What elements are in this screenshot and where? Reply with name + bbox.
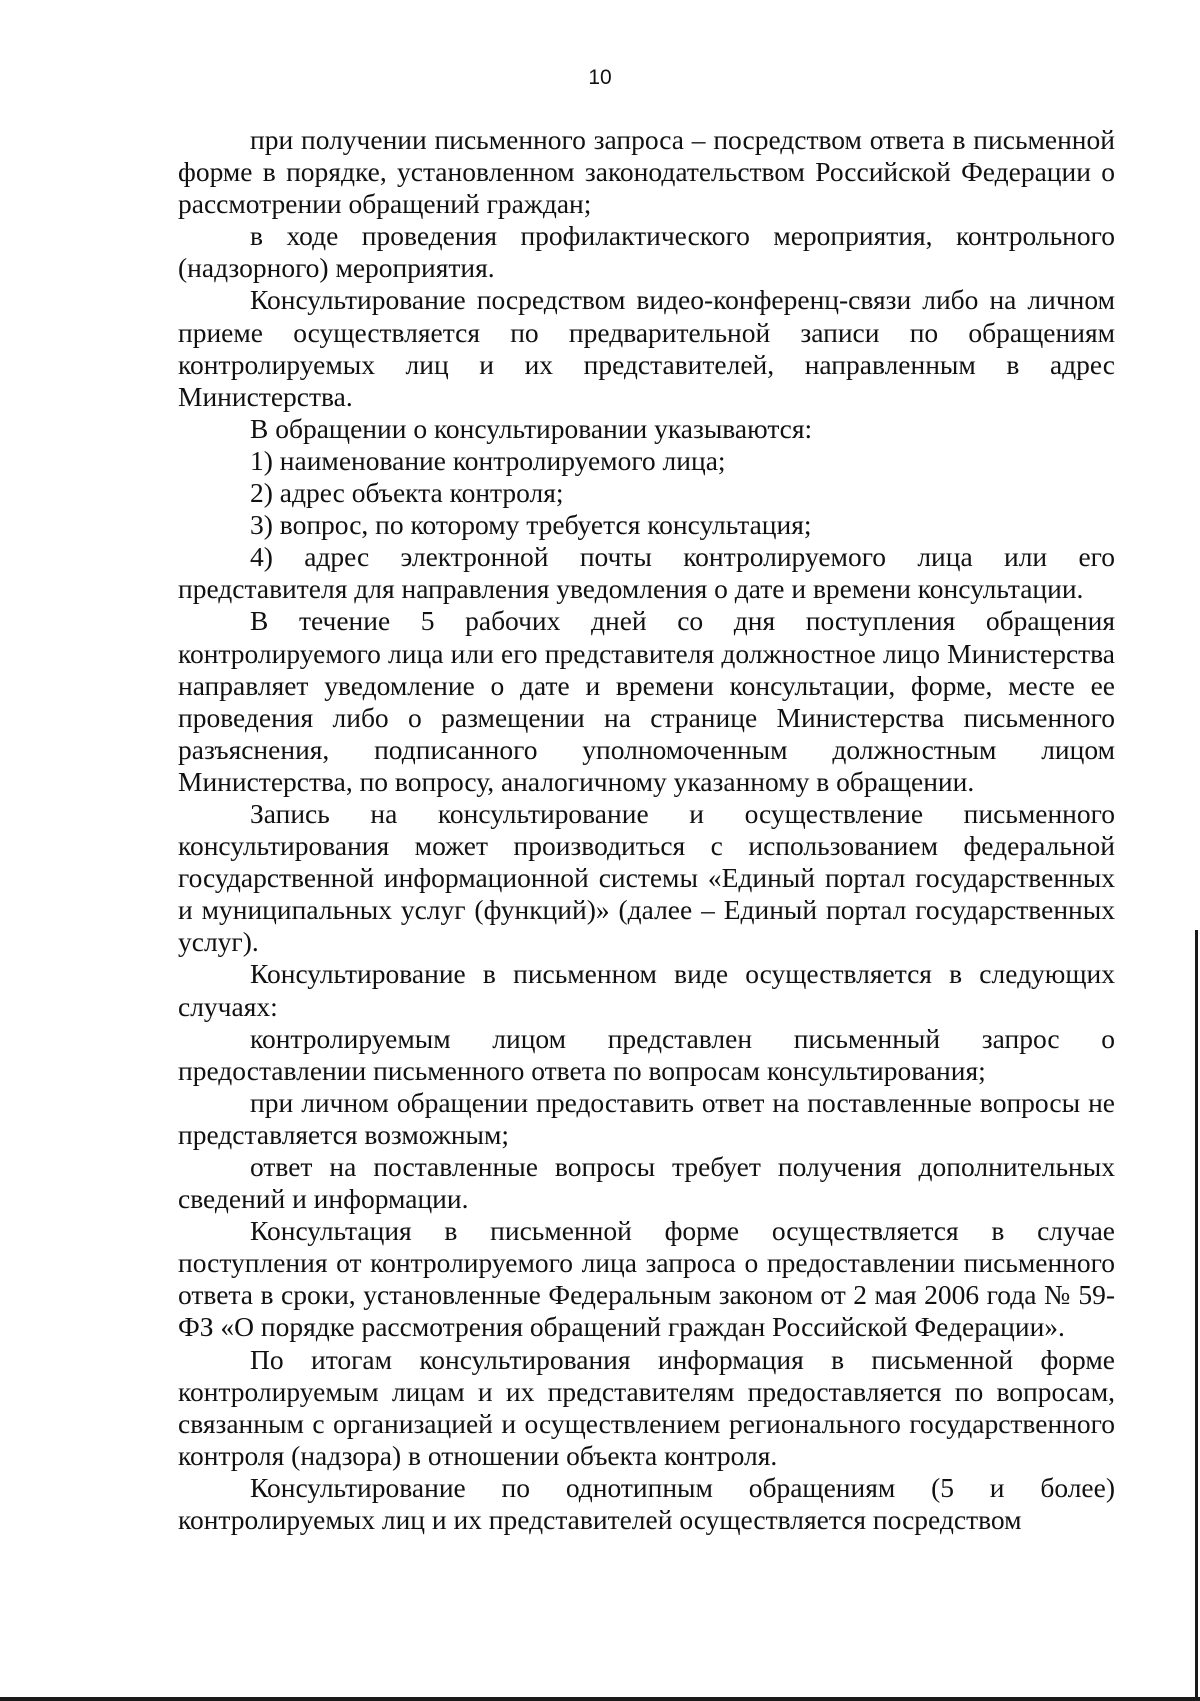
case-additional-info: ответ на поставленные вопросы требует получения дополнительных сведений и информации. <box>178 1151 1115 1215</box>
paragraph-results: По итогам консультирования информация в письменной форме контролируемым лицам и их представителям предоставляется по вопросам, связанным с организацией и осуществлением регионального государственного контроля (надзора) в отношении объекта контроля. <box>178 1343 1115 1471</box>
scan-edge-bottom <box>0 1697 1200 1701</box>
scan-edge-right <box>1195 930 1198 1701</box>
page-number: 10 <box>588 66 612 89</box>
paragraph-video-conference: Консультирование посредством видео-конференц-связи либо на личном приеме осуществляется по предварительной записи по обращениям контролируемых лиц и их представителей, направленным в адрес Министерства. <box>178 284 1115 412</box>
list-item-3: 3) вопрос, по которому требуется консультация; <box>250 509 812 541</box>
case-written-request: контролируемым лицом представлен письменный запрос о предоставлении письменного ответа по вопросам консультирования; <box>178 1022 1115 1086</box>
list-item-4: 4) адрес электронной почты контролируемого лица или его представителя для направления уведомления о дате и времени консультации. <box>178 541 1115 605</box>
paragraph-five-days: В течение 5 рабочих дней со дня поступления обращения контролируемого лица или его представителя должностное лицо Министерства направляет уведомление о дате и времени консультации, форме, месте ее проведения либо о размещении на странице Министерства письменного разъяснения, подписанного уполномоченным должностным лицом Министерства, по вопросу, аналогичному указанному в обращении. <box>178 605 1115 797</box>
paragraph-single-portal: Запись на консультирование и осуществление письменного консультирования может производиться с использованием федеральной государственной информационной системы «Единый портал государственных и муниципальных услуг (функций)» (далее – Единый портал государственных услуг). <box>178 797 1115 958</box>
list-item-1: 1) наименование контролируемого лица; <box>250 444 726 476</box>
list-item-2: 2) адрес объекта контроля; <box>250 477 564 509</box>
paragraph-written-request: при получении письменного запроса – посредством ответа в письменной форме в порядке, установленном законодательством Российской Федерации о рассмотрении обращений граждан; <box>178 124 1115 220</box>
paragraph-federal-law: Консультация в письменной форме осуществляется в случае поступления от контролируемого лица запроса о предоставлении письменного ответа в сроки, установленные Федеральным законом от 2 мая 2006 года № 59-ФЗ «О порядке рассмотрения обращений граждан Российской Федерации». <box>178 1215 1115 1343</box>
case-personal-appeal: при личном обращении предоставить ответ на поставленные вопросы не представляется возможным; <box>178 1086 1115 1150</box>
paragraph-request-contents: В обращении о консультировании указываются: <box>250 412 813 444</box>
paragraph-written-cases: Консультирование в письменном виде осуществляется в следующих случаях: <box>178 958 1115 1022</box>
document-body <box>178 124 1115 1536</box>
paragraph-similar-appeals: Консультирование по однотипным обращениям (5 и более) контролируемых лиц и их представителей осуществляется посредством <box>178 1471 1115 1536</box>
paragraph-preventive-event: в ходе проведения профилактического мероприятия, контрольного (надзорного) мероприятия. <box>178 220 1115 284</box>
